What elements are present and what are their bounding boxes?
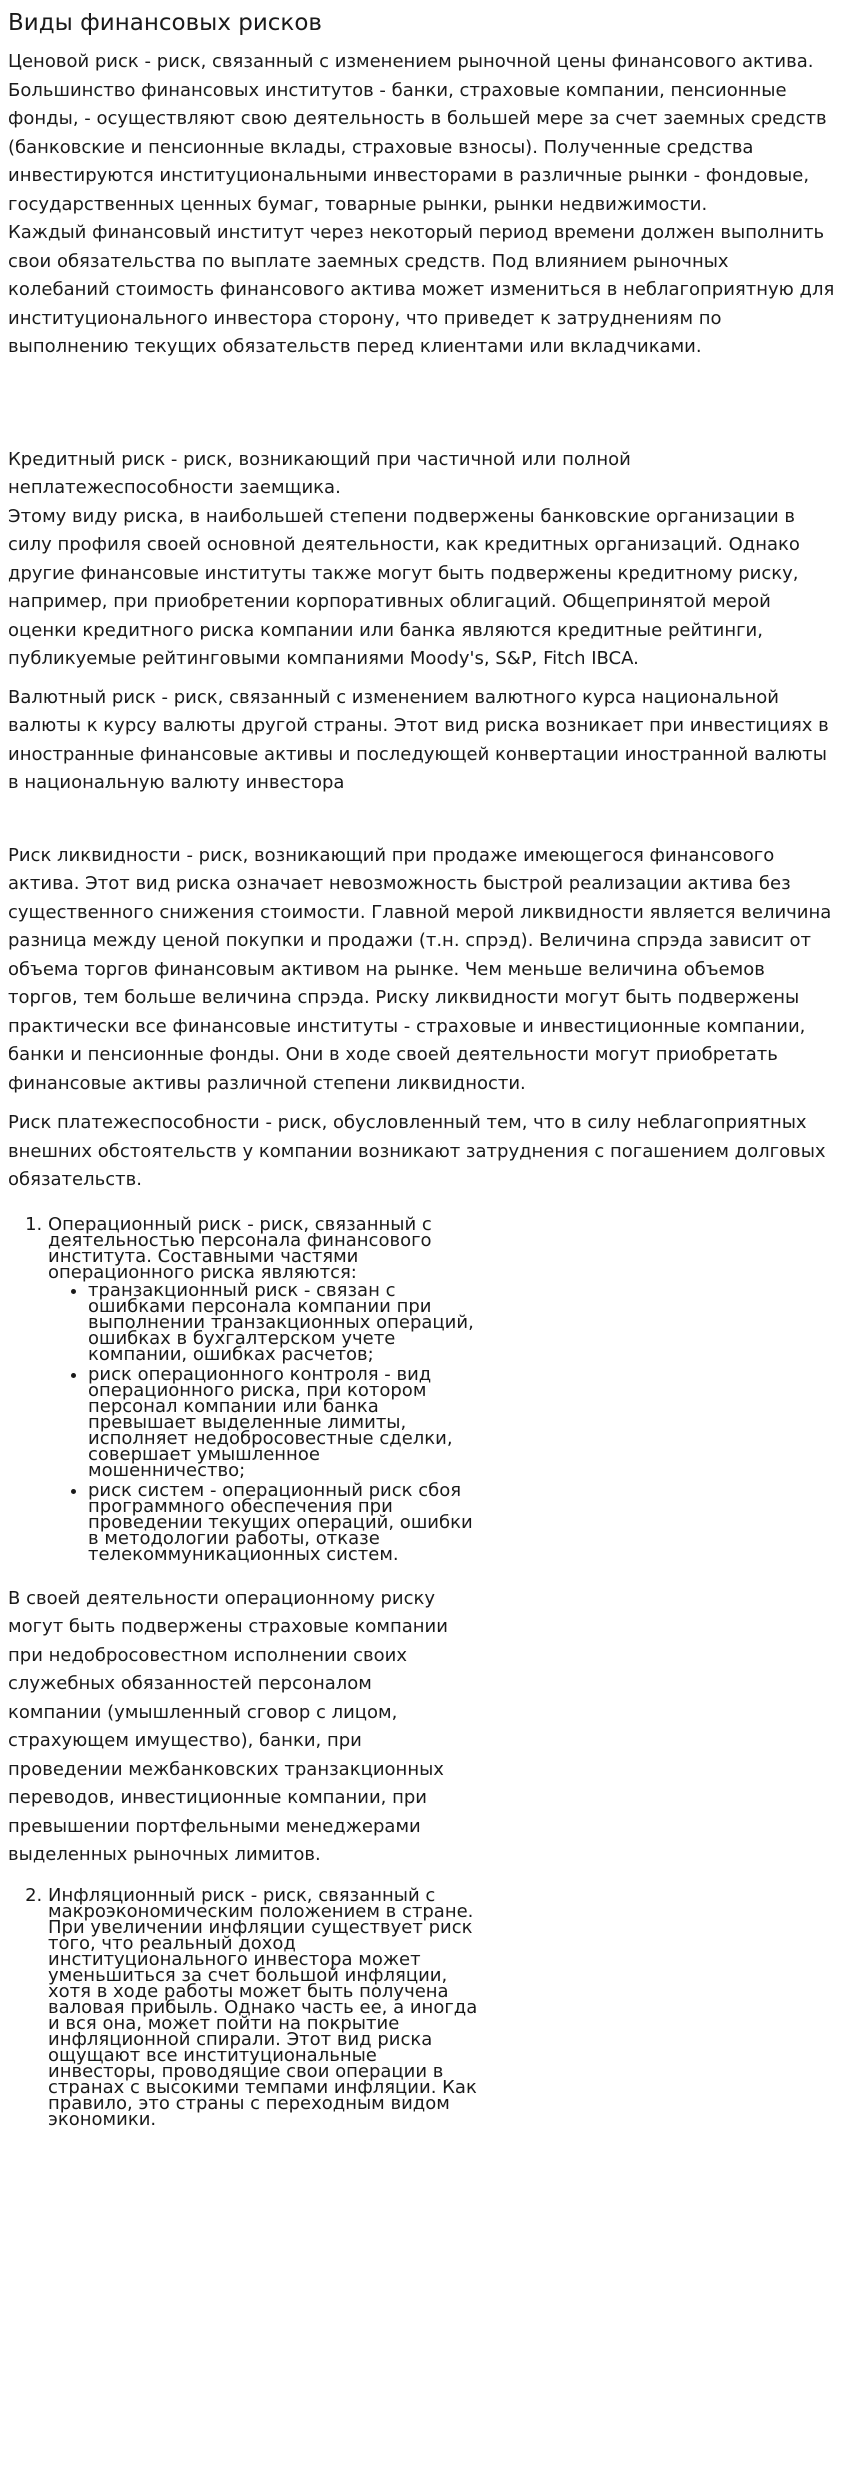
price-risk-text: Ценовой риск - риск, связанный с изменением рыночной цены финансового актива. Большинство финансовых институтов - банки, страховые компании, пенсионные фонды, - осуществляют свою деятельность в большей мере за счет заемных средств (банковские и пенсионные вклады, страховые взносы). Полученные средства инвестируются институциональными инвесторами в различные рынки - фондовые, государственных ценных бумаг, товарные рынки, рынки недвижимости. (8, 51, 827, 215)
price-risk-text-2: Каждый финансовый институт через некоторый период времени должен выполнить свои обязательства по выплате заемных средств. Под влиянием рыночных колебаний стоимость финансового актива может измениться в неблагоприятную для институционального инвестора сторону, что приведет к затруднениям по выполнению текущих обязательств перед клиентами или вкладчиками. (8, 222, 835, 357)
list-item: • риск операционного контроля - вид операционного риска, при котором персонал компании или банка превышает выделенные лимиты, исполняет недобросовестные сделки, совершает умышленное мошенничество; (88, 1367, 478, 1479)
solvency-risk-paragraph: Риск платежеспособности - риск, обусловленный тем, что в силу неблагоприятных внешних обстоятельств у компании возникают затруднения с погашением долговых обязательств. (8, 1112, 826, 1190)
operational-risk-sublist (48, 1279, 478, 1565)
list-item: • риск систем - операционный риск сбоя программного обеспечения при проведении текущих операций, ошибки в методологии работы, отказе телекоммуникационных систем. (88, 1483, 478, 1563)
list-item: • транзакционный риск - связан с ошибками персонала компании при выполнении транзакционных операций, ошибках в бухгалтерском учете компании, ошибках расчетов; (88, 1283, 478, 1363)
liquidity-risk-paragraph: Риск ликвидности - риск, возникающий при продаже имеющегося финансового актива. Этот вид риска означает невозможность быстрой реализации актива без существенного снижения стоимости. Главной мерой ликвидности является величина разница между ценой покупки и продажи (т.н. спрэд). Величина спрэда зависит от объема торгов финансовым активом на рынке. Чем меньше величина объемов торгов, тем больше величина спрэда. Риску ликвидности могут быть подвержены практически все финансовые институты - страховые и инвестиционные компании, банки и пенсионные фонды. Они в ходе своей деятельности могут приобретать финансовые активы различной степени ликвидности. (8, 844, 832, 1094)
risk-ordered-list (8, 1213, 478, 1565)
currency-risk-paragraph: Валютный риск - риск, связанный с изменением валютного курса национальной валюты к курсу валюты другой страны. Этот вид риска возникает при инвестициях в иностранные финансовые активы и последующей конвертации иностранной валюты в национальную валюту инвестора (8, 686, 829, 793)
list-item-operational-risk (48, 1213, 478, 1565)
operational-risk-intro: Операционный риск - риск, связанный с деятельностью персонала финансового института. Составными частями операционного риска являются: (48, 1213, 432, 1283)
spacer (8, 362, 840, 446)
credit-risk-paragraph (8, 446, 836, 674)
spacer (8, 798, 840, 842)
credit-risk-text-2: Этому виду риска, в наибольшей степени подвержены банковские организации в силу профиля своей основной деятельности, как кредитных организаций. Однако другие финансовые институты также могут быть подвержены кредитному риску, например, при приобретении корпоративных облигаций. Общепринятой мерой оценки кредитного риска компании или банка являются кредитные рейтинги, публикуемые рейтинговыми компаниями Moody's, S&P, Fitch IBCA. (8, 505, 800, 669)
price-risk-paragraph (8, 48, 836, 362)
risk-ordered-list-2 (8, 1884, 478, 2130)
page-title: Виды финансовых рисков (8, 10, 322, 36)
credit-risk-text: Кредитный риск - риск, возникающий при частичной или полной неплатежеспособности заемщика. (8, 448, 631, 498)
list-item-inflation-risk: 2. Инфляционный риск - риск, связанный с макроэкономическим положением в стране. При увеличении инфляции существует риск того, что реальный доход институционального инвестора может уменьшиться за счет большой инфляции, хотя в ходе работы может быть получена валовая прибыль. Однако часть ее, а иногда и вся она, может пойти на покрытие инфляционной спирали. Этот вид риска ощущают все институциональные инвесторы, проводящие свои операции в странах с высокими темпами инфляции. Как правило, это страны с переходным видом экономики. (48, 1888, 478, 2128)
operational-risk-note: В своей деятельности операционному риску могут быть подвержены страховые компании при недобросовестном исполнении своих служебных обязанностей персоналом компании (умышленный сговор с лицом, страхующем имущество), банки, при проведении межбанковских транзакционных переводов, инвестиционные компании, при превышении портфельными менеджерами выделенных рыночных лимитов. (8, 1587, 448, 1865)
